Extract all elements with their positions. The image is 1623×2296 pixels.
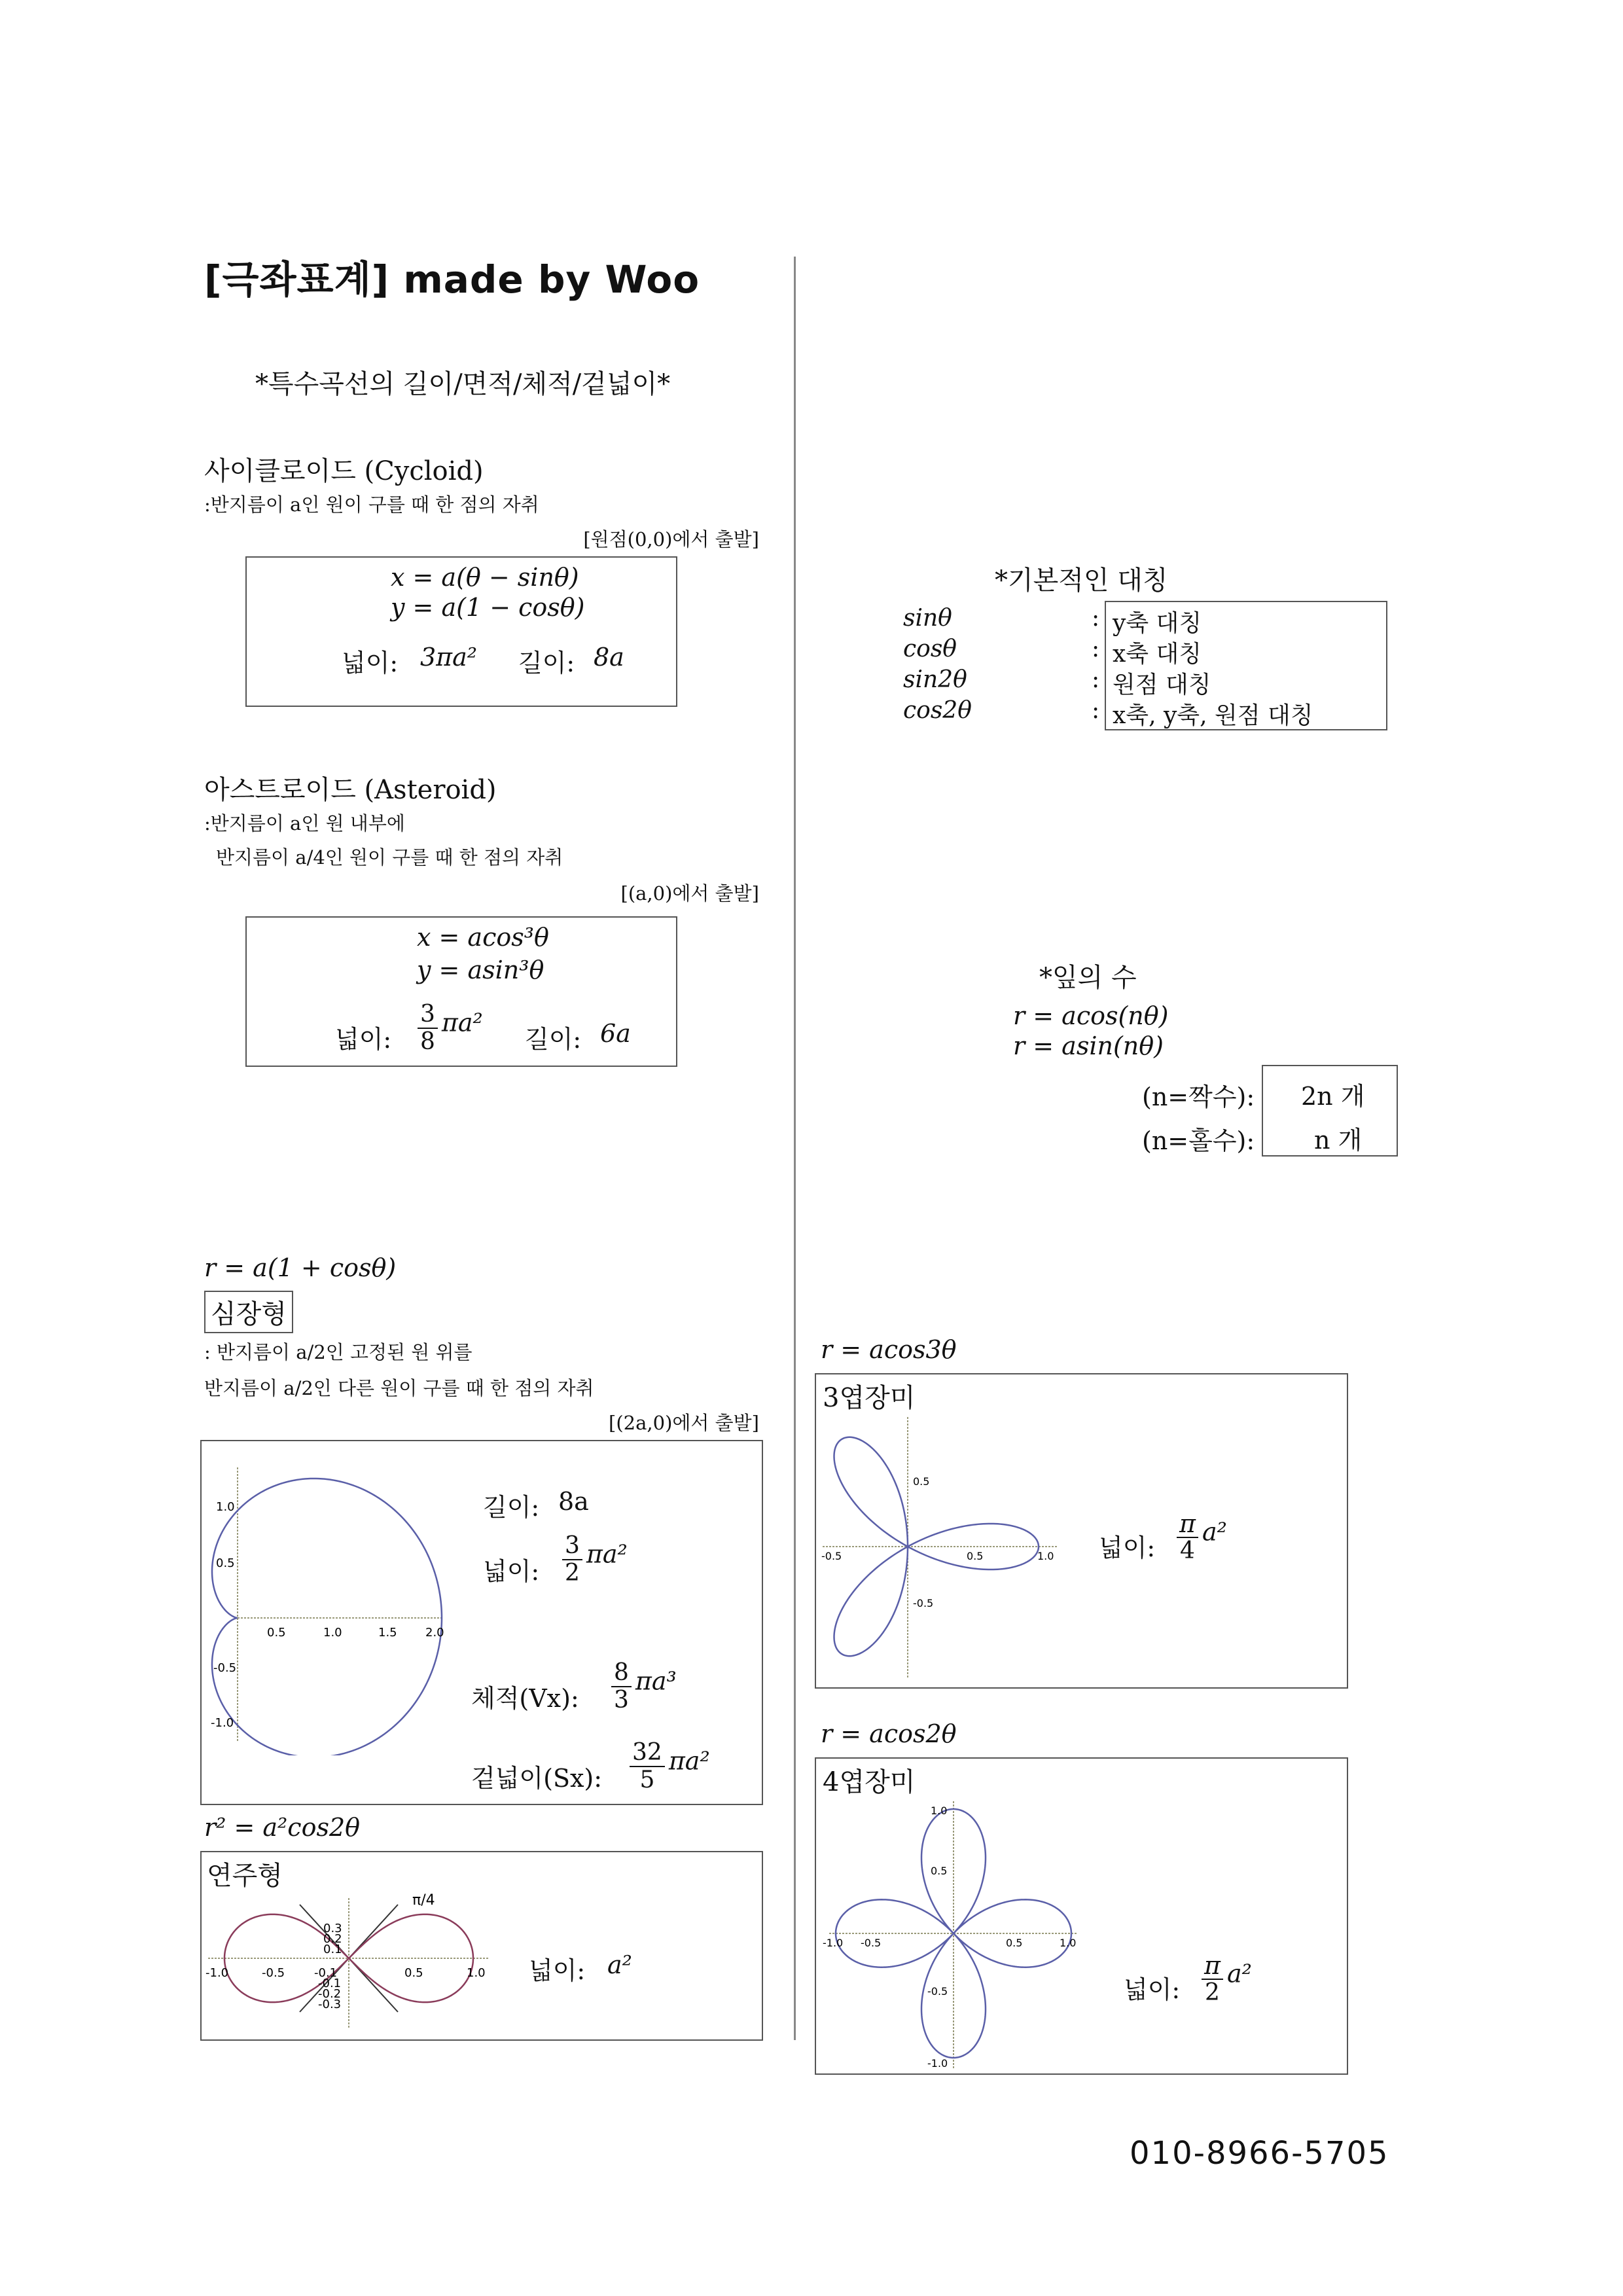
- cardioid-surface-den: 5: [639, 1767, 655, 1793]
- column-divider: [794, 257, 796, 2040]
- cardioid-tick-x-2: 1.0: [323, 1626, 342, 1640]
- rose4-plot: [816, 1795, 1091, 2073]
- leaves-even-label: (n=짝수):: [1142, 1083, 1255, 1111]
- asteroid-description-1: :반지름이 a인 원 내부에: [204, 812, 405, 834]
- cardioid-start: [(2a,0)에서 출발]: [609, 1412, 759, 1434]
- cardioid-surface-num: 32: [630, 1740, 665, 1767]
- leaves-even-value: 2n 개: [1301, 1082, 1365, 1111]
- rose4-tick-7: -0.5: [927, 1985, 948, 1998]
- leaves-heading: *잎의 수: [1039, 963, 1137, 993]
- phone-number: 010-8966-5705: [1130, 2135, 1389, 2172]
- cardioid-volume-label: 체적(Vx):: [471, 1684, 579, 1713]
- rose3-plot: [816, 1410, 1065, 1685]
- leaves-eq-cos: r = acos(nθ): [1013, 1001, 1169, 1030]
- lemniscate-plot: [202, 1885, 503, 2039]
- lemniscate-tick-x-4: 0.5: [404, 1966, 423, 1980]
- rose4-equation: r = acos2θ: [821, 1719, 957, 1748]
- asteroid-length-label: 길이:: [525, 1025, 582, 1054]
- rose3-name: 3엽장미: [823, 1383, 916, 1413]
- lemniscate-box: [200, 1851, 763, 2041]
- lemniscate-tick-y-2: 0.2: [323, 1932, 342, 1946]
- cardioid-area-label: 넓이:: [483, 1557, 540, 1586]
- cardioid-tick-y-3: -0.5: [213, 1661, 237, 1675]
- asteroid-eq-y: y = asin³θ: [417, 956, 544, 984]
- asteroid-title: 아스트로이드 (Asteroid): [204, 775, 497, 805]
- rose3-box: [815, 1373, 1348, 1689]
- cardioid-area-rest: πa²: [586, 1539, 628, 1569]
- rose4-area-den: 2: [1205, 1979, 1220, 2006]
- cycloid-title: 사이클로이드 (Cycloid): [204, 456, 484, 486]
- rose3-area-den: 4: [1180, 1537, 1195, 1564]
- lemniscate-angle-label: π/4: [412, 1892, 435, 1909]
- asteroid-area-num: 3: [418, 1001, 438, 1029]
- cardioid-tick-x-1: 0.5: [267, 1626, 286, 1640]
- rose3-tick-5: 1.0: [1037, 1550, 1054, 1562]
- cardioid-description-1: : 반지름이 a/2인 고정된 원 위를: [204, 1341, 473, 1363]
- cycloid-eq-x: x = a(θ − sinθ): [391, 563, 579, 592]
- rose4-area-rest: a²: [1226, 1959, 1252, 1988]
- rose4-area-num: π: [1202, 1952, 1223, 1980]
- cardioid-surface-fraction: [626, 1740, 710, 1793]
- cardioid-tick-x-3: 1.5: [378, 1626, 397, 1640]
- cardioid-name: 심장형: [204, 1291, 293, 1333]
- lemniscate-name: 연주형: [207, 1861, 283, 1891]
- cardioid-plot: [202, 1441, 463, 1755]
- cardioid-equation: r = a(1 + cosθ): [204, 1253, 397, 1282]
- cardioid-curve: [212, 1479, 442, 1755]
- cardioid-area-den: 2: [565, 1560, 580, 1587]
- rose4-tick-3: -1.0: [823, 1937, 844, 1949]
- cycloid-area-label: 넓이:: [342, 649, 399, 677]
- lemniscate-area-label: 넓이:: [529, 1956, 586, 1985]
- cardioid-tick-x-4: 2.0: [425, 1626, 444, 1640]
- rose4-area-label: 넓이:: [1124, 1975, 1181, 2004]
- rose3-area-rest: a²: [1202, 1517, 1227, 1547]
- cardioid-volume-fraction: [607, 1660, 677, 1713]
- cardioid-volume-rest: πa³: [635, 1666, 677, 1696]
- lemniscate-tick-y-5: -0.2: [318, 1987, 342, 2001]
- cycloid-eq-y: y = a(1 − cosθ): [391, 593, 585, 622]
- cardioid-surface-label: 겉넓이(Sx):: [471, 1764, 603, 1793]
- cardioid-surface-rest: πa²: [668, 1746, 710, 1776]
- asteroid-area-den: 8: [420, 1028, 435, 1055]
- leaves-count-box: [1262, 1065, 1398, 1157]
- rose3-curve: [834, 1437, 1039, 1656]
- lemniscate-tick-x-5: 1.0: [467, 1966, 486, 1980]
- symmetry-func-4: cos2θ: [903, 697, 972, 724]
- leaves-eq-sin: r = asin(nθ): [1013, 1031, 1164, 1060]
- symmetry-func-3: sin2θ: [903, 666, 967, 693]
- cardioid-tick-y-4: -1.0: [211, 1716, 234, 1730]
- cycloid-length-value: 8a: [594, 643, 624, 672]
- symmetry-heading: *기본적인 대칭: [995, 565, 1168, 596]
- lemniscate-tick-y-4: -0.1: [318, 1977, 342, 1990]
- leaves-odd-value: n 개: [1314, 1126, 1363, 1155]
- rose3-tick-3: 0.5: [967, 1550, 984, 1562]
- cardioid-area-num: 3: [562, 1533, 582, 1560]
- lemniscate-area-value: a²: [607, 1950, 632, 1979]
- cycloid-description: :반지름이 a인 원이 구를 때 한 점의 자취: [204, 493, 539, 516]
- symmetry-result-2: x축 대칭: [1113, 641, 1202, 668]
- asteroid-description-2: 반지름이 a/4인 원이 구를 때 한 점의 자취: [216, 846, 563, 869]
- symmetry-result-1: y축 대칭: [1113, 610, 1202, 637]
- rose3-area-num: π: [1177, 1511, 1198, 1538]
- rose3-area-fraction: [1173, 1511, 1227, 1564]
- cardioid-length-label: 길이:: [483, 1493, 540, 1522]
- cardioid-tick-y-2: 0.5: [216, 1556, 235, 1570]
- asteroid-area-rest: πa²: [441, 1008, 483, 1037]
- rose4-tick-2: 0.5: [931, 1865, 948, 1877]
- asteroid-start: [(a,0)에서 출발]: [620, 882, 759, 905]
- cardioid-tick-y-1: 1.0: [216, 1500, 235, 1514]
- rose3-tick-2: -0.5: [821, 1550, 842, 1562]
- asteroid-length-value: 6a: [600, 1019, 631, 1048]
- symmetry-result-4: x축, y축, 원점 대칭: [1113, 702, 1313, 729]
- cardioid-area-fraction: [558, 1533, 628, 1587]
- asteroid-area-fraction: [414, 1001, 483, 1055]
- cardioid-box: [200, 1440, 763, 1805]
- lemniscate-tick-x-2: -0.5: [262, 1966, 285, 1980]
- rose3-equation: r = acos3θ: [821, 1335, 957, 1364]
- symmetry-sep-3: :: [1092, 666, 1100, 693]
- rose4-name: 4엽장미: [823, 1767, 916, 1797]
- symmetry-sep-1: :: [1092, 605, 1100, 632]
- rose3-tick-1: 0.5: [913, 1475, 930, 1488]
- asteroid-area-label: 넓이:: [335, 1025, 392, 1054]
- rose3-area-label: 넓이:: [1099, 1534, 1156, 1562]
- rose4-area-fraction: [1198, 1952, 1252, 2006]
- cardioid-volume-den: 3: [614, 1687, 629, 1713]
- cycloid-start: [원점(0,0)에서 출발]: [583, 528, 759, 550]
- section-subtitle: *특수곡선의 길이/면적/체적/겉넓이*: [255, 369, 671, 399]
- rose4-box: [815, 1757, 1348, 2075]
- lemniscate-tick-y-6: -0.3: [318, 1998, 342, 2011]
- cardioid-description-2: 반지름이 a/2인 다른 원이 구를 때 한 점의 자취: [204, 1377, 594, 1399]
- asteroid-eq-x: x = acos³θ: [417, 923, 549, 952]
- symmetry-func-2: cosθ: [903, 636, 957, 662]
- lemniscate-tick-x-3: -0.1: [314, 1966, 338, 1980]
- lemniscate-equation: r² = a²cos2θ: [204, 1813, 361, 1842]
- rose3-tick-4: -0.5: [913, 1597, 934, 1609]
- rose4-tick-5: 0.5: [1006, 1937, 1023, 1949]
- rose4-tick-8: -1.0: [927, 2057, 948, 2070]
- cardioid-volume-num: 8: [611, 1660, 632, 1687]
- rose4-tick-6: 1.0: [1060, 1937, 1077, 1949]
- symmetry-sep-4: :: [1092, 697, 1100, 724]
- leaves-odd-label: (n=홀수):: [1142, 1126, 1255, 1155]
- symmetry-result-3: 원점 대칭: [1113, 672, 1211, 698]
- rose4-tick-1: 1.0: [931, 1804, 948, 1817]
- symmetry-func-1: sinθ: [903, 605, 952, 632]
- cycloid-formula-box: [245, 556, 677, 707]
- cardioid-length-value: 8a: [558, 1487, 589, 1516]
- rose4-tick-4: -0.5: [861, 1937, 882, 1949]
- lemniscate-tick-y-3: 0.1: [323, 1943, 342, 1956]
- lemniscate-tick-x-1: -1.0: [205, 1966, 229, 1980]
- page-title: [극좌표계] made by Woo: [204, 257, 700, 302]
- cycloid-area-value: 3πa²: [420, 643, 478, 672]
- cycloid-length-label: 길이:: [518, 649, 575, 677]
- symmetry-sep-2: :: [1092, 636, 1100, 662]
- asteroid-formula-box: [245, 916, 677, 1067]
- lemniscate-tick-y-1: 0.3: [323, 1922, 342, 1935]
